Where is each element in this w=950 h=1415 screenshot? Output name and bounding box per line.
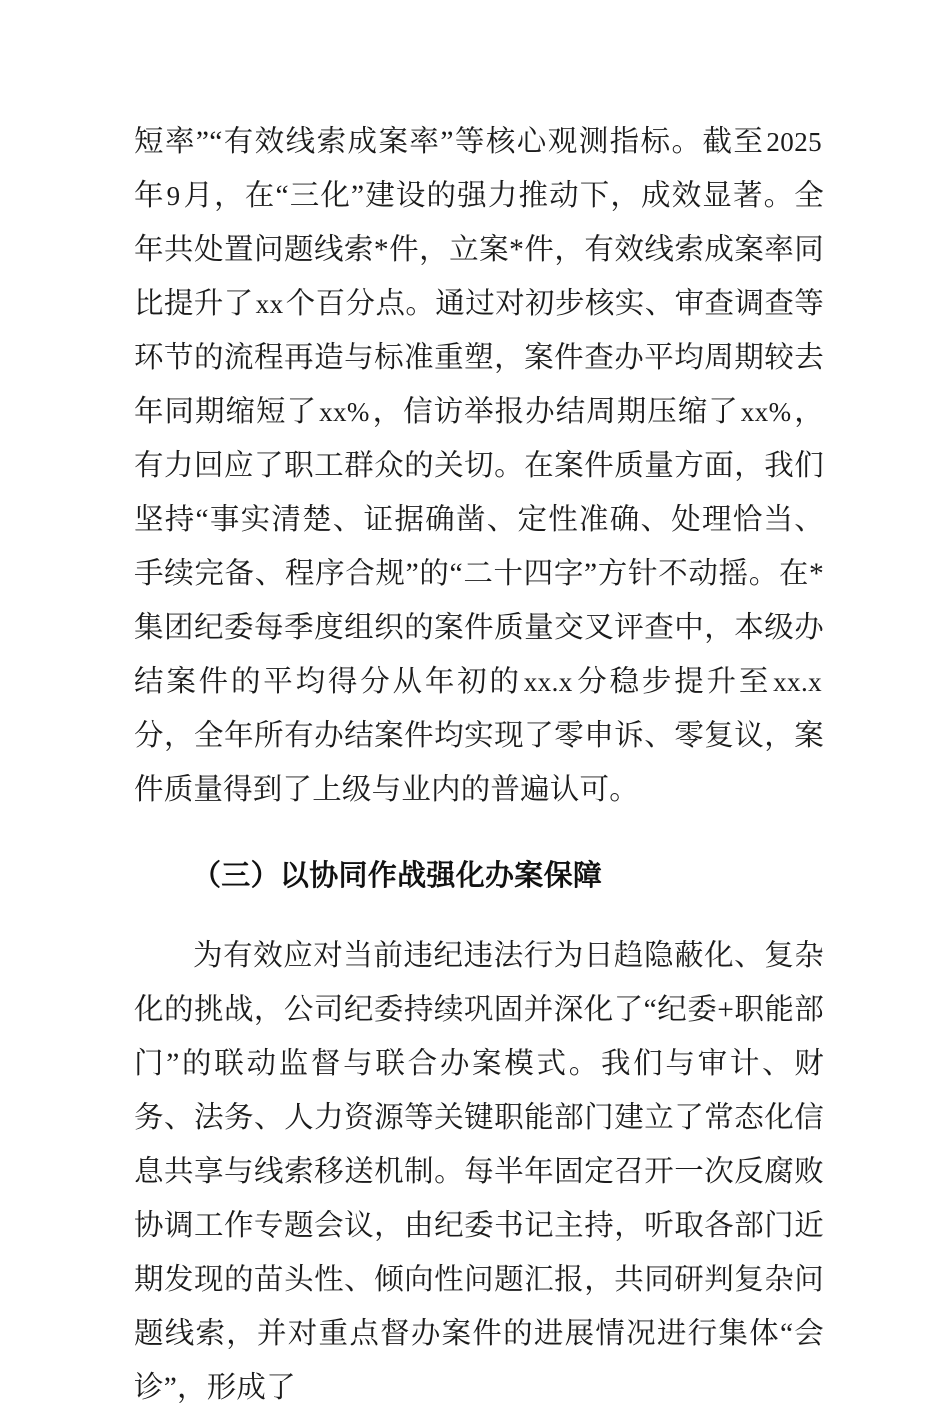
section-heading-3: （三）以协同作战强化办案保障 <box>192 860 603 892</box>
latin-run: xx% <box>740 397 792 427</box>
latin-run: xx.x <box>773 667 823 697</box>
latin-run: xx% <box>319 397 370 427</box>
latin-run: xx.x <box>523 667 573 697</box>
paragraph-case-handling-results: 短率”“有效线索成案率”等核心观测指标。截至2025年9月，在“三化”建设的强力推动下，成效显著。全年共处置问题线索*件，立案*件，有效线索成案率同比提升了xx个百分点。通过对初步核实、审查调查等环节的流程再造与标准重塑，案件查办平均周期较去年同期缩短了xx%，信访举报办结周期压缩了xx%，有力回应了职工群众的关切。在案件质量方面，我们坚持“事实清楚、证据确凿、定性准确、处理恰当、手续完备、程序合规”的“二十四字”方针不动摇。在*集团纪委每季度组织的案件质量交叉评查中，本级办结案件的平均得分从年初的xx.x分稳步提升至xx.x分，全年所有办结案件均实现了零申诉、零复议，案件质量得到了上级与业内的普遍认可。 <box>134 126 824 806</box>
latin-run: xx <box>255 289 284 319</box>
heading-spacer-below <box>134 903 824 929</box>
heading-spacer-above <box>134 817 824 849</box>
document-text-column <box>134 115 824 1415</box>
latin-run: 2025 <box>766 127 822 157</box>
latin-run: 9 <box>166 181 181 211</box>
paragraph-joint-case-handling: 为有效应对当前违纪违法行为日趋隐蔽化、复杂化的挑战，公司纪委持续巩固并深化了“纪委+职能部门”的联动监督与联合办案模式。我们与审计、财务、法务、人力资源等关键职能部门建立了常态化信息共享与线索移送机制。每半年固定召开一次反腐败协调工作专题会议，由纪委书记主持，听取各部门近期发现的苗头性、倾向性问题汇报，共同研判复杂问题线索，并对重点督办案件的进展情况进行集体“会诊”，形成了 <box>134 940 824 1404</box>
